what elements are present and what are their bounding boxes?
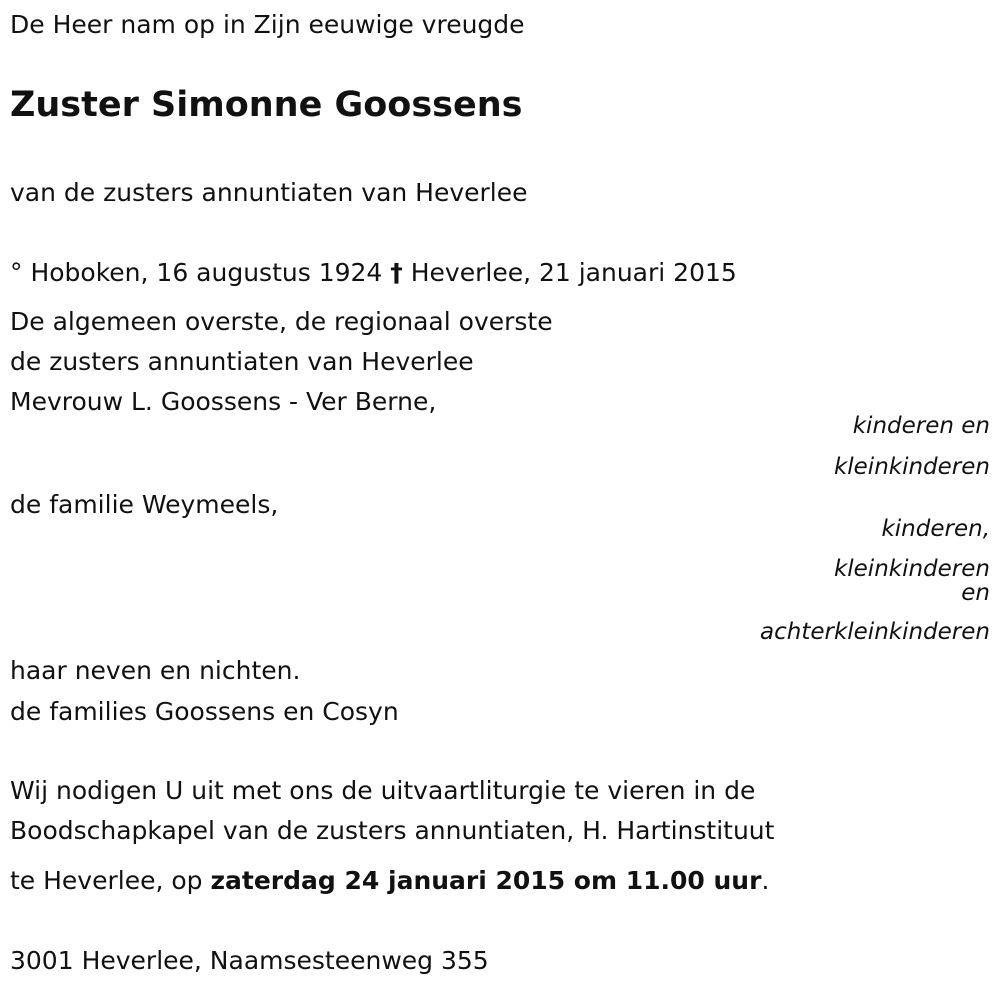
intro-line: De Heer nam op in Zijn eeuwige vreugde (10, 10, 525, 39)
invitation-line (10, 866, 769, 896)
mourner-line: de zusters annuntiaten van Heverlee (10, 347, 474, 376)
invitation-prefix: te Heverlee, op (10, 866, 211, 895)
mourner-line: De algemeen overste, de regionaal overste (10, 307, 553, 336)
birth-info: ° Hoboken, 16 augustus 1924 (10, 258, 383, 287)
invitation-line: Wij nodigen U uit met ons de uitvaartliturgie te vieren in de (10, 776, 756, 805)
relation-text: kleinkinderen (833, 454, 990, 480)
mourner-line: Mevrouw L. Goossens - Ver Berne, (10, 387, 437, 416)
funeral-date: zaterdag 24 januari 2015 om 11.00 uur (210, 866, 762, 895)
relation-text: achterkleinkinderen (760, 619, 990, 645)
invitation-line: Boodschapkapel van de zusters annuntiaten, H. Hartinstituut (10, 816, 775, 845)
families-line: de families Goossens en Cosyn (10, 697, 399, 726)
cross-icon: † (390, 258, 403, 287)
cousins-line: haar neven en nichten. (10, 656, 301, 685)
birth-death-line (10, 258, 737, 288)
relation-text: kinderen, (881, 516, 990, 542)
family-line: de familie Weymeels, (10, 490, 279, 519)
congregation-line: van de zusters annuntiaten van Heverlee (10, 178, 528, 207)
deceased-name: Zuster Simonne Goossens (10, 85, 523, 125)
address-line: 3001 Heverlee, Naamsesteenweg 355 (10, 946, 489, 975)
relation-text: en (961, 580, 990, 606)
death-info: Heverlee, 21 januari 2015 (410, 258, 737, 287)
invitation-suffix: . (761, 866, 770, 895)
relation-text: kleinkinderen (833, 556, 990, 582)
relation-text: kinderen en (852, 413, 990, 439)
